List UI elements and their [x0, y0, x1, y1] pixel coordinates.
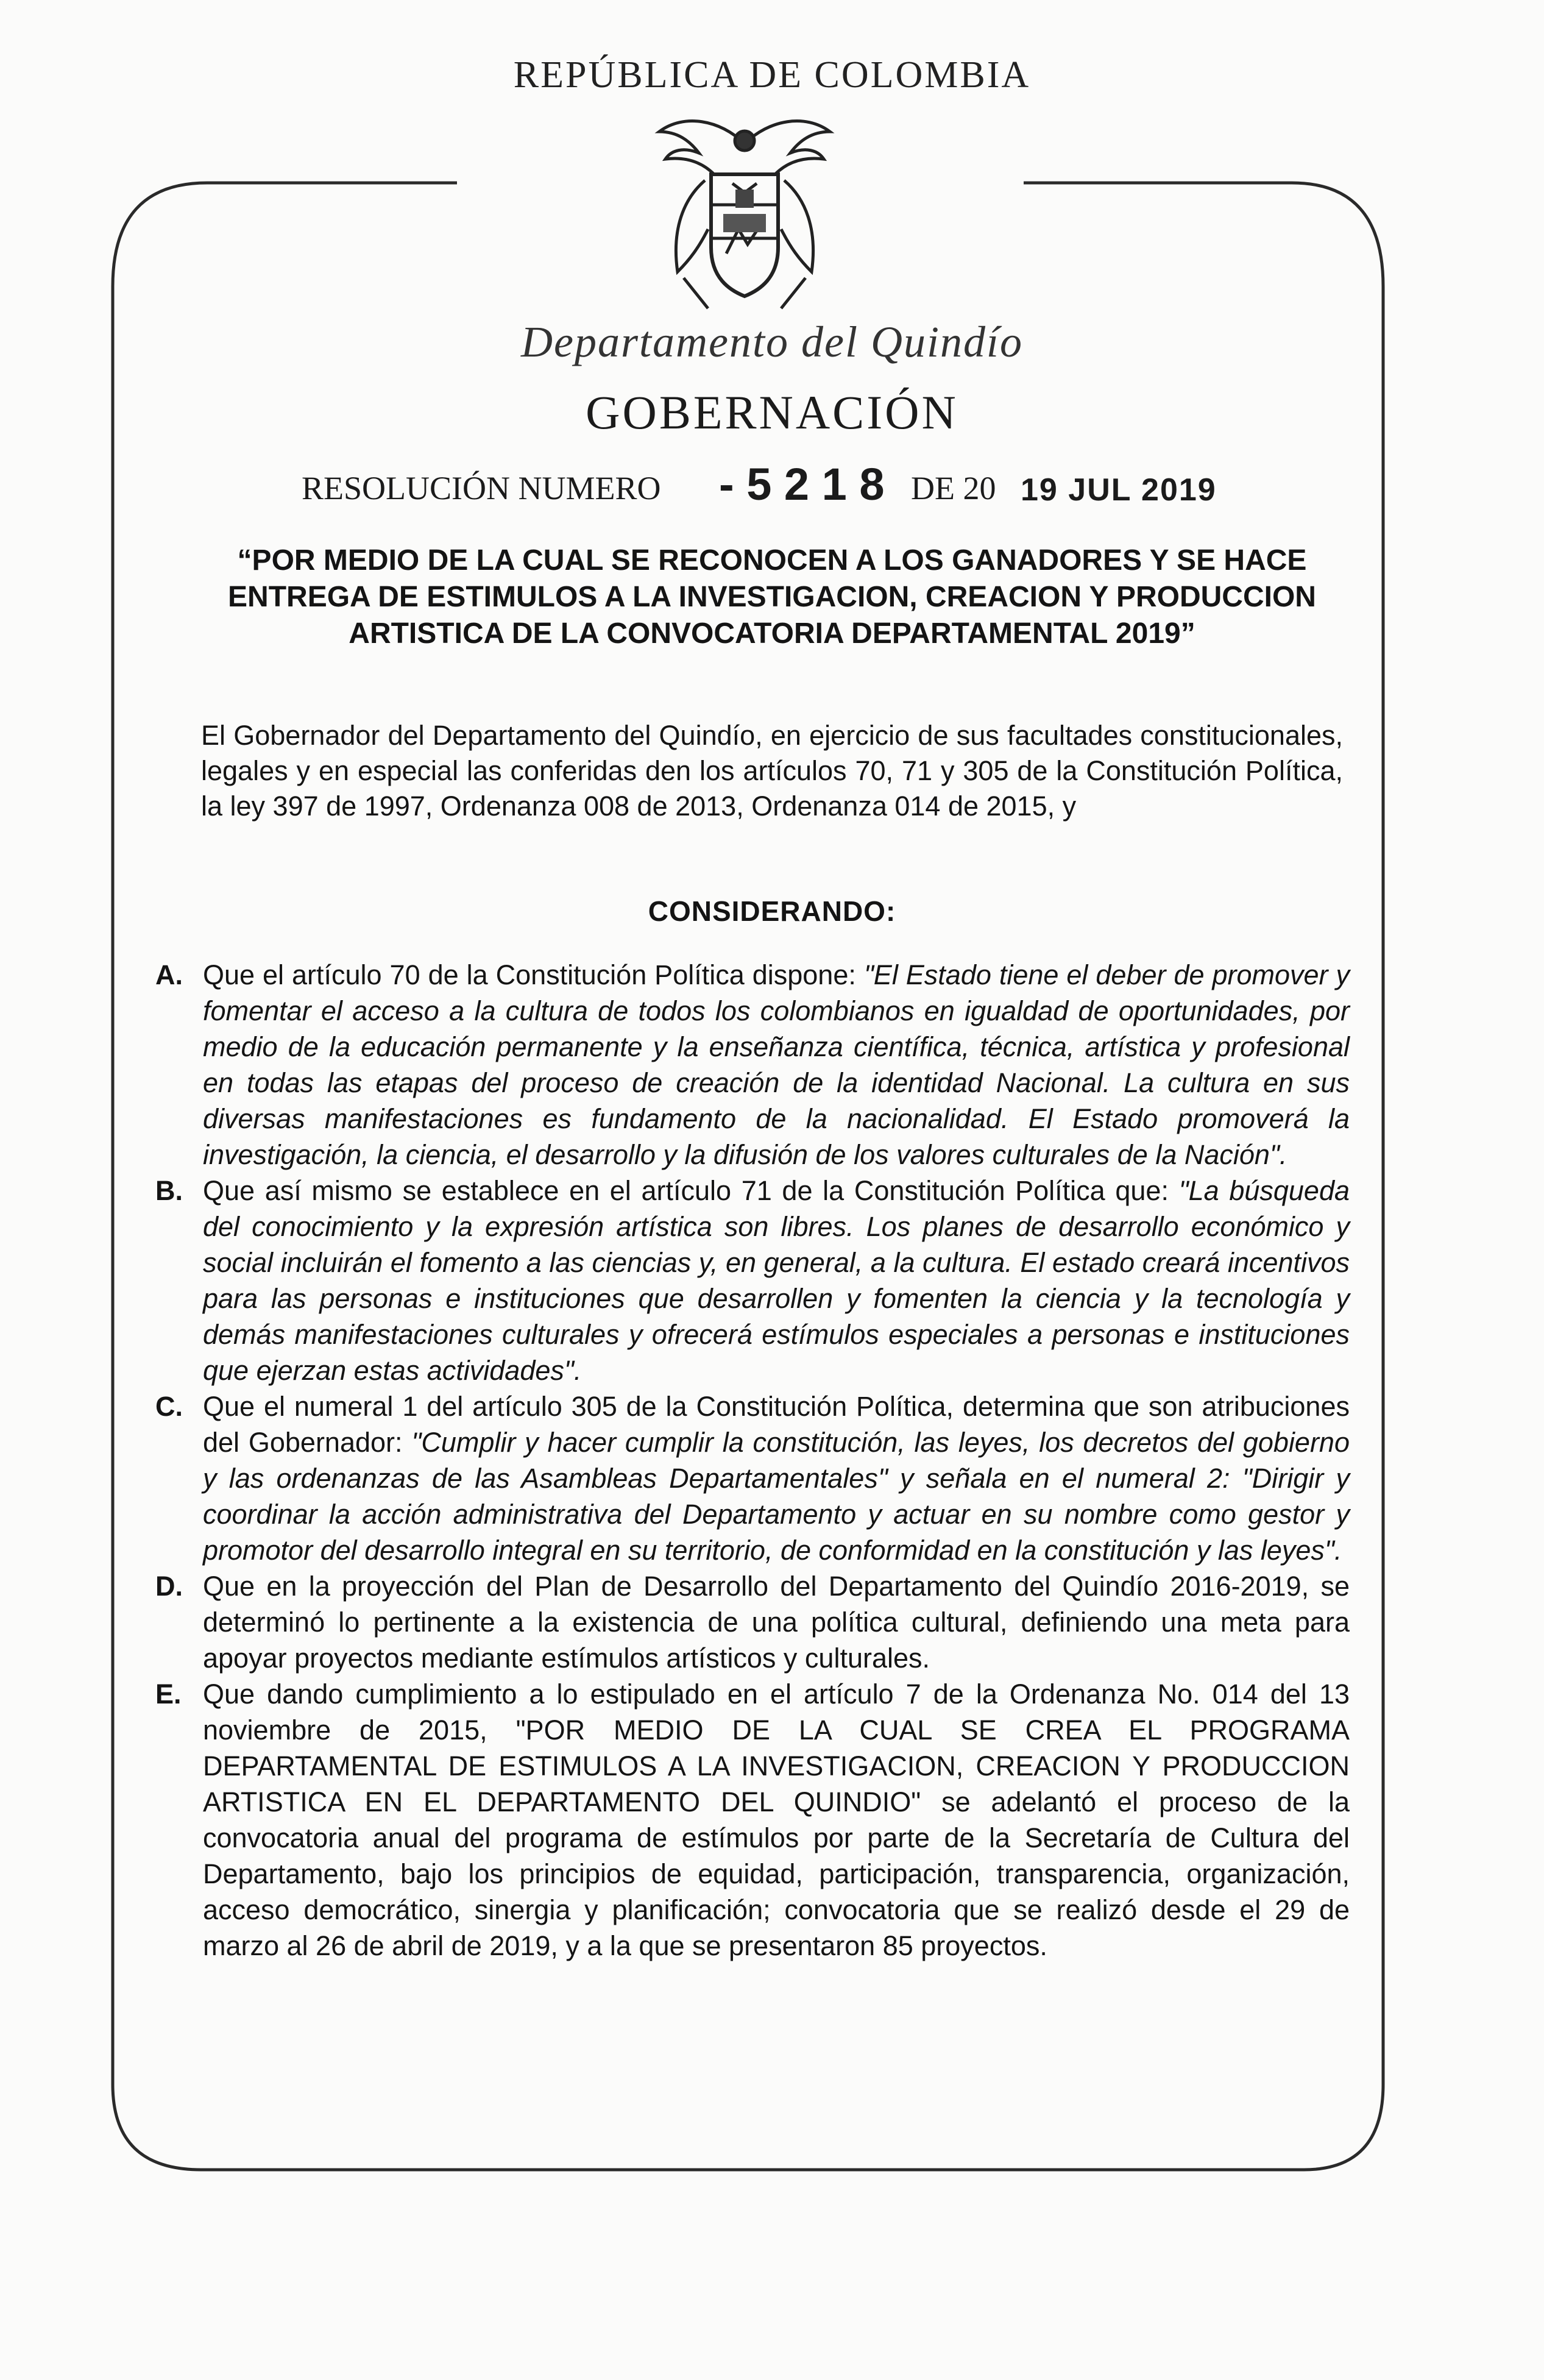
coat-of-arms-emblem — [647, 107, 842, 327]
resolution-number-line — [302, 459, 1337, 524]
considerando-heading: CONSIDERANDO: — [648, 895, 896, 927]
resolution-title: “POR MEDIO DE LA CUAL SE RECONOCEN A LOS GANADORES Y SE HACE ENTREGA DE ESTIMULOS A LA INVESTIGACION, CREACION Y PRODUCCION ARTISTICA DE LA CONVOCATORIA DEPARTAMENTAL 2019” — [228, 544, 1316, 650]
resolution-date-label: DE 20 — [911, 470, 996, 506]
gobernacion-heading: GOBERNACIÓN — [586, 386, 958, 439]
clause-letter: B. — [155, 1175, 183, 1206]
clause-letter: D. — [155, 1571, 183, 1602]
clause-c — [155, 1388, 1350, 1568]
clause-text: Que el artículo 70 de la Constitución Política dispone: — [203, 959, 864, 990]
clause-letter: C. — [155, 1391, 183, 1422]
clause-quote-continued: y señala en el numeral 2: "Dirigir y coordinar la acción administrativa del Departamento y actuar en su nombre como gestor y promotor del desarrollo integral en su territorio, de conformidad en la constitución y las leyes". — [203, 1463, 1350, 1566]
intro-paragraph: El Gobernador del Departamento del Quindío, en ejercicio de sus facultades constitucionales, legales y en especial las conferidas den los artículos 70, 71 y 305 de la Constitución Política, la ley 397 de 1997, Ordenanza 008 de 2013, Ordenanza 014 de 2015, y — [201, 720, 1343, 822]
clause-text: Que dando cumplimiento a lo estipulado en el artículo 7 de la Ordenanza No. 014 del 13 noviembre de 2015, "POR MEDIO DE LA CUAL SE CREA EL PROGRAMA DEPARTAMENTAL DE ESTIMULOS A LA INVESTIGACION, CREACION Y PRODUCCION ARTISTICA EN EL DEPARTAMENTO DEL QUINDIO" se adelantó el proceso de la convocatoria anual del programa de estímulos por parte de la Secretaría de Cultura del Departamento, bajo los principios de equidad, participación, transparencia, organización, acceso democrático, sinergia y planificación; convocatoria que se realizó desde el 29 de marzo al 26 de abril de 2019, y a la que se presentaron 85 proyectos. — [203, 1678, 1350, 1961]
clause-quote: "El Estado tiene el deber de promover y fomentar el acceso a la cultura de todos los colombianos en igualdad de oportunidades, por medio de la educación permanente y la enseñanza científica, técnica, artística y profesional en todas las etapas del proceso de creación de la identidad Nacional. La cultura en sus diversas manifestaciones es fundamento de la nacionalidad. El Estado promoverá la investigación, la ciencia, el desarrollo y la difusión de los valores culturales de la Nación". — [203, 959, 1350, 1170]
clause-letter: A. — [155, 959, 183, 990]
clause-b — [155, 1173, 1350, 1388]
clause-e — [155, 1676, 1350, 1964]
clause-letter: E. — [155, 1678, 182, 1710]
clause-d — [155, 1568, 1350, 1676]
resolution-date-stamp: 19 JUL 2019 — [1021, 472, 1217, 508]
resolution-label: RESOLUCIÓN NUMERO — [302, 470, 661, 506]
department-script-heading: Departamento del Quindío — [521, 318, 1023, 366]
considerando-list — [155, 957, 1350, 1964]
country-heading: REPÚBLICA DE COLOMBIA — [513, 54, 1031, 96]
clause-quote: "Cumplir y hacer cumplir la constitución, las leyes, los decretos del gobierno y las ordenanzas de las Asambleas Departamentales" — [203, 1427, 1350, 1494]
clause-quote: "La búsqueda del conocimiento y la expresión artística son libres. Los planes de desarrollo económico y social incluirán el fomento a las ciencias y, en general, a la cultura. El estado creará incentivos para las personas e instituciones que desarrollen y fomenten la ciencia y la tecnología y demás manifestaciones culturales y ofrecerá estímulos especiales a personas e instituciones que ejerzan estas actividades". — [203, 1175, 1350, 1386]
resolution-number: - 5 2 1 8 — [719, 459, 885, 510]
clause-text: Que el numeral 1 del artículo 305 de la Constitución Política, determina que son atribuciones del Gobernador: — [203, 1391, 1350, 1458]
clause-text: Que así mismo se establece en el artículo 71 de la Constitución Política que: — [203, 1175, 1179, 1206]
clause-a — [155, 957, 1350, 1173]
clause-text: Que en la proyección del Plan de Desarrollo del Departamento del Quindío 2016-2019, se determinó lo pertinente a la existencia de una política cultural, definiendo una meta para apoyar proyectos mediante estímulos artísticos y culturales. — [203, 1571, 1350, 1674]
